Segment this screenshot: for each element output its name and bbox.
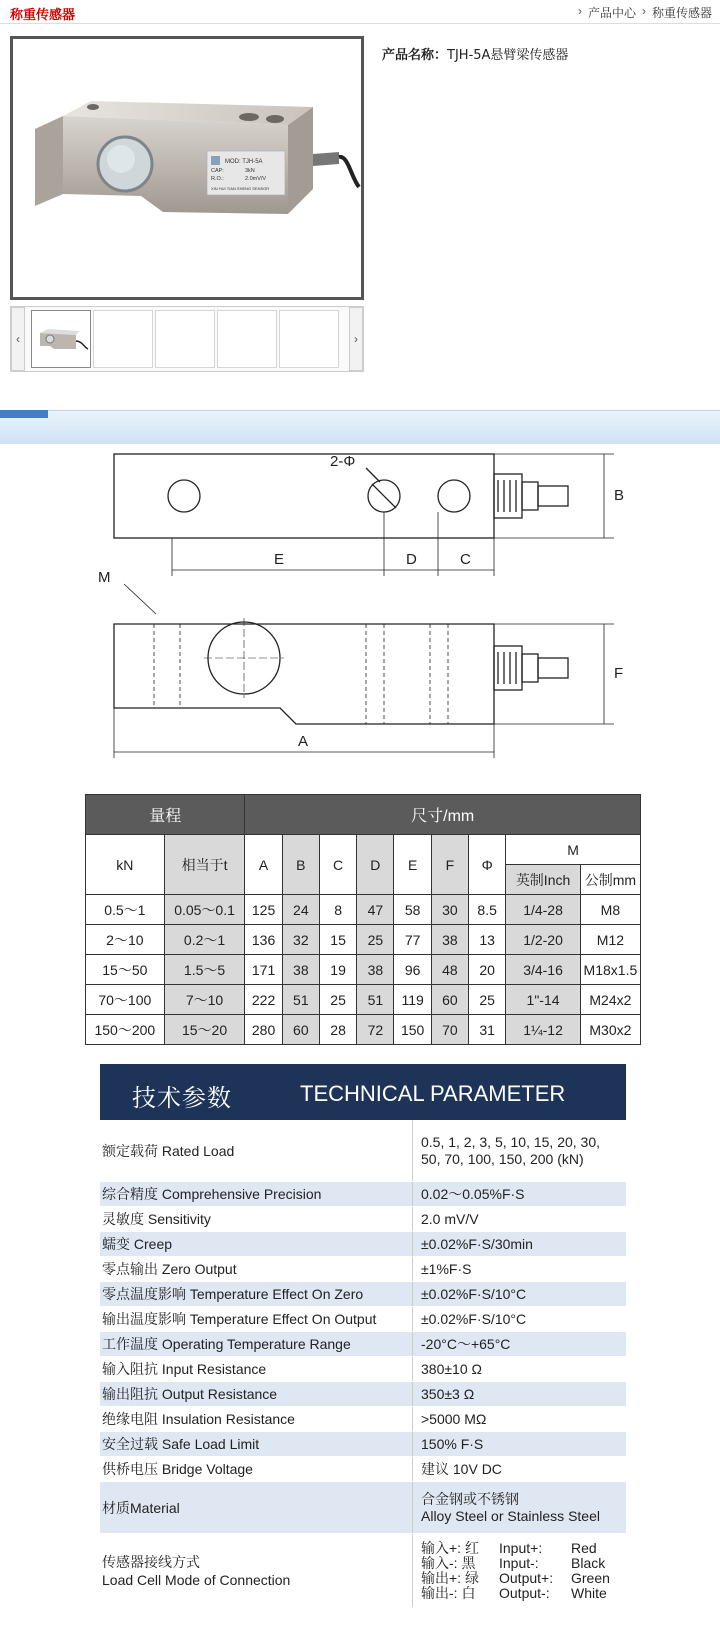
connection-en: Load Cell Mode of Connection [102,1571,291,1588]
dim-label-b: B [614,487,625,504]
technical-parameter-header [100,1064,626,1120]
tech-value [412,1482,626,1533]
tech-row [100,1307,626,1332]
top-bar [0,0,720,24]
size-header: 尺寸/mm [245,795,641,835]
tech-value: 2.0 mV/V [412,1207,626,1231]
col-kn: kN [86,835,165,895]
tech-title-cn: 技术参数 [132,1085,232,1112]
label-plate-cap: CAP: [211,168,224,174]
tech-value: -20°C～+65°C [412,1332,626,1356]
row-dim-c: 28 [319,1015,356,1045]
dim-label-hole: 2-Φ [330,453,356,470]
col-d: D [357,835,394,895]
col-phi: Φ [469,835,506,895]
technical-parameter-panel [100,1064,626,1608]
thumbnail-2[interactable] [93,310,153,368]
tech-row [100,1207,626,1232]
label-plate-mod: MOD: TJH-5A [225,159,263,165]
label-plate-ro: R.O.: [211,176,224,182]
main-product-image [10,36,364,300]
product-name-value: TJH-5A悬臂梁传感器 [447,48,569,63]
label-plate-cap-value: 3kN [245,168,255,174]
row-m-inch: 3/4-16 [506,955,581,985]
row-dim-a: 136 [245,925,282,955]
connection-cell: White [571,1584,607,1601]
material-en: Alloy Steel or Stainless Steel [421,1507,600,1524]
dimension-row [86,1015,641,1045]
label-plate-ro-value: 2.0mV/V [245,176,267,182]
product-name [382,44,568,63]
row-dim-e: 119 [394,985,431,1015]
tech-value: >5000 MΩ [412,1407,626,1431]
col-m-metric: 公制mm [580,865,640,895]
label-plate-maker: XIN HUI TIAN SHENG SENSOR [211,186,270,191]
row-dim-e: 150 [394,1015,431,1045]
label-plate-logo [211,156,220,165]
row-m-inch: 1"-14 [506,985,581,1015]
row-dim-b: 51 [282,985,319,1015]
row-dim-a: 222 [245,985,282,1015]
row-dim-b: 24 [282,895,319,925]
row-dim-d: 25 [357,925,394,955]
tech-key: 绝缘电阻 Insulation Resistance [100,1407,412,1431]
row-dim-a: 280 [245,1015,282,1045]
breadcrumb-separator: › [641,4,646,18]
gallery-next-button[interactable]: › [349,307,363,371]
tech-row [100,1232,626,1257]
tech-row [100,1382,626,1407]
dimension-table-body [86,895,641,1045]
row-dim-φ: 13 [469,925,506,955]
tech-row [100,1120,626,1182]
category-title: 称重传感器 [10,7,76,22]
connection-cell: Input-: [499,1554,539,1571]
connection-cell: Input+: [499,1539,543,1556]
row-dim-d: 72 [357,1015,394,1045]
breadcrumb-product-center[interactable]: 产品中心 [587,6,636,20]
row-kn: 2～10 [86,925,165,955]
tech-row [100,1182,626,1207]
tech-title-en: TECHNICAL PARAMETER [300,1081,566,1106]
dimension-row [86,925,641,955]
tech-value: 0.5, 1, 2, 3, 5, 10, 15, 20, 30, 50, 70, 100, 150, 200 (kN) [412,1120,626,1181]
tech-value: 建议 10V DC [412,1457,626,1481]
row-dim-d: 51 [357,985,394,1015]
row-dim-c: 15 [319,925,356,955]
dimension-drawing [84,446,644,786]
thumbnail-1[interactable] [31,310,91,368]
thumbnail-4[interactable] [217,310,277,368]
dimension-row [86,895,641,925]
tech-key: 额定载荷 Rated Load [100,1120,412,1181]
row-dim-f: 70 [431,1015,468,1045]
row-dim-b: 32 [282,925,319,955]
col-m-inch: 英制Inch [506,865,581,895]
col-c: C [319,835,356,895]
tech-key [100,1534,412,1607]
row-kn: 70～100 [86,985,165,1015]
tech-row [100,1332,626,1357]
gallery-prev-button[interactable]: ‹ [11,307,25,371]
dimension-row [86,985,641,1015]
row-kn: 15～50 [86,955,165,985]
row-m-metric: M24x2 [580,985,640,1015]
tech-key: 零点输出 Zero Output [100,1257,412,1281]
dimension-table [85,794,641,1045]
tech-key: 工作温度 Operating Temperature Range [100,1332,412,1356]
range-header: 量程 [86,795,245,835]
row-dim-e: 58 [394,895,431,925]
row-dim-a: 125 [245,895,282,925]
connection-cell: Green [571,1569,610,1586]
dim-label-f: F [614,665,624,682]
tech-key: 输出温度影响 Temperature Effect On Output [100,1307,412,1331]
thumbnail-5[interactable] [279,310,339,368]
dim-label-e: E [274,551,285,568]
row-dim-f: 38 [431,925,468,955]
row-dim-f: 60 [431,985,468,1015]
row-t: 7～10 [164,985,245,1015]
dimension-drawing-svg [84,446,644,786]
row-t: 0.05～0.1 [164,895,245,925]
row-m-inch: 1/4-28 [506,895,581,925]
connection-cell: Output+: [499,1569,554,1586]
row-dim-e: 96 [394,955,431,985]
connection-cell: Red [571,1539,597,1556]
row-t: 15～20 [164,1015,245,1045]
detail-section-bar [0,410,720,444]
row-m-metric: M8 [580,895,640,925]
tech-row [100,1357,626,1382]
row-t: 1.5～5 [164,955,245,985]
connection-cn: 传感器接线方式 [102,1553,200,1570]
tech-row [100,1407,626,1432]
load-cell-photo [13,39,361,297]
breadcrumb [578,4,712,21]
tech-value: 0.02～0.05%F·S [412,1182,626,1206]
breadcrumb-separator: › [577,4,582,18]
row-dim-e: 77 [394,925,431,955]
tech-value: ±1%F·S [412,1257,626,1281]
row-kn: 0.5～1 [86,895,165,925]
row-dim-f: 48 [431,955,468,985]
row-dim-c: 25 [319,985,356,1015]
row-dim-c: 19 [319,955,356,985]
connection-cell: 输入+: 红 [421,1539,479,1556]
tech-key: 输入阻抗 Input Resistance [100,1357,412,1381]
tech-key: 蠕变 Creep [100,1232,412,1256]
tech-value: ±0.02%F·S/10°C [412,1307,626,1331]
row-m-inch: 1¼-12 [506,1015,581,1045]
connection-cell: Output-: [499,1584,550,1601]
dimension-row [86,955,641,985]
tech-row [100,1282,626,1307]
row-dim-c: 8 [319,895,356,925]
row-m-metric: M18x1.5 [580,955,640,985]
material-cn: 合金钢或不锈钢 [421,1490,519,1507]
tech-row-connection [100,1534,626,1608]
row-dim-b: 38 [282,955,319,985]
tech-key: 综合精度 Comprehensive Precision [100,1182,412,1206]
thumbnail-strip [10,306,364,372]
thumbnail-load-cell-image [32,311,90,367]
row-dim-a: 171 [245,955,282,985]
tech-value: 380±10 Ω [412,1357,626,1381]
tech-key: 零点温度影响 Temperature Effect On Zero [100,1282,412,1306]
tech-value [412,1534,626,1607]
connection-cell: 输出+: 绿 [421,1569,479,1586]
product-name-label: 产品名称： [382,48,448,63]
tech-key: 输出阻抗 Output Resistance [100,1382,412,1406]
col-m: M [506,835,641,865]
row-t: 0.2～1 [164,925,245,955]
connection-cell: Black [571,1554,606,1571]
tech-row [100,1257,626,1282]
row-dim-d: 47 [357,895,394,925]
connection-cell: 输入-: 黑 [421,1554,476,1571]
row-dim-φ: 31 [469,1015,506,1045]
row-m-inch: 1/2-20 [506,925,581,955]
tech-key: 供桥电压 Bridge Voltage [100,1457,412,1481]
tech-key: 安全过载 Safe Load Limit [100,1432,412,1456]
detail-tab-indicator[interactable] [0,410,48,418]
row-kn: 150～200 [86,1015,165,1045]
tech-value: ±0.02%F·S/10°C [412,1282,626,1306]
tech-row [100,1432,626,1457]
tech-value: 150% F·S [412,1432,626,1456]
breadcrumb-weighing-sensor[interactable]: 称重传感器 [651,6,712,20]
col-e: E [394,835,431,895]
connection-cell: 输出-: 白 [421,1584,476,1601]
col-t: 相当于t [164,835,245,895]
row-dim-b: 60 [282,1015,319,1045]
dim-label-a: A [298,733,309,750]
col-a: A [245,835,282,895]
col-f: F [431,835,468,895]
row-dim-d: 38 [357,955,394,985]
row-m-metric: M30x2 [580,1015,640,1045]
tech-value: 350±3 Ω [412,1382,626,1406]
row-m-metric: M12 [580,925,640,955]
connection-grid [421,1541,631,1601]
row-dim-φ: 20 [469,955,506,985]
tech-key: 材质Material [100,1482,412,1533]
dim-label-d: D [406,551,417,568]
row-dim-φ: 25 [469,985,506,1015]
col-b: B [282,835,319,895]
dim-label-m: M [98,569,111,586]
dim-label-c: C [460,551,471,568]
thumbnail-3[interactable] [155,310,215,368]
tech-key: 灵敏度 Sensitivity [100,1207,412,1231]
tech-row [100,1457,626,1482]
tech-rows [100,1120,626,1482]
row-dim-f: 30 [431,895,468,925]
tech-value: ±0.02%F·S/30min [412,1232,626,1256]
row-dim-φ: 8.5 [469,895,506,925]
tech-row-material [100,1482,626,1534]
